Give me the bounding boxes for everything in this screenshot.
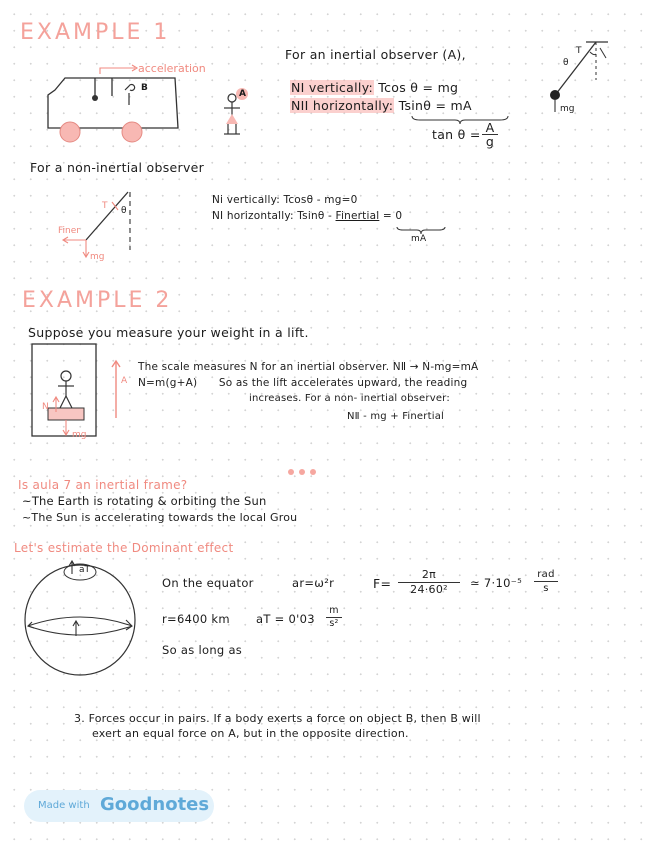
f-num: 2π	[398, 568, 460, 583]
nii-horizontal-eq: Tsinθ = mA	[398, 98, 472, 113]
noninertial-intro: For a non-inertial observer	[30, 160, 205, 175]
f-lhs: F=	[373, 576, 392, 591]
diagram2-mg: mg	[90, 252, 105, 262]
at-unit-num: m	[326, 605, 342, 618]
observer-a-figure	[218, 84, 258, 144]
made-with-label: Made with	[38, 800, 90, 811]
tan-fraction	[482, 121, 498, 148]
lift-n: N	[42, 402, 49, 412]
noninertial-horizontal-suffix: = 0	[382, 210, 403, 222]
globe-at-label: aT	[79, 565, 91, 575]
ar-equation: ar=ω²r	[292, 576, 335, 590]
example2-line1: The scale measures N for an inertial observer. NⅡ → N-mg=mA	[138, 361, 479, 373]
example2-heading: EXAMPLE 2	[22, 288, 173, 313]
noninertial-underbrace	[395, 226, 447, 234]
at-value: aT = 0'03	[256, 612, 315, 626]
so-long-as: So as long as	[162, 643, 243, 657]
estimate-heading: Let's estimate the Dominant effect	[14, 541, 234, 555]
noninertial-horizontal-term: Finertial	[335, 210, 380, 222]
ni-vertical-eq: Tcos θ = mg	[378, 80, 459, 95]
inertial-intro: For an inertial observer (A),	[285, 47, 466, 62]
f-approx: ≃ 7·10⁻⁵	[470, 576, 522, 590]
pendulum-theta: θ	[563, 58, 569, 68]
f-unit-num: rad	[534, 568, 558, 582]
lift-a: A	[121, 376, 128, 386]
example2-line2-text: So as the lift accelerates upward, the reading	[218, 377, 468, 389]
noninertial-horizontal	[212, 210, 402, 222]
tan-num: A	[482, 121, 498, 135]
suppose-text: Suppose you measure your weight in a lift.	[28, 325, 309, 340]
nii-horizontal-label: NII horizontally:	[291, 98, 394, 113]
r-value: r=6400 km	[162, 612, 230, 626]
at-unit	[326, 605, 342, 630]
f-unit	[534, 568, 558, 595]
pendulum-mg: mg	[560, 104, 575, 114]
diagram2-theta: θ	[121, 206, 127, 216]
noninertial-horizontal-prefix: NI horizontally: Tsinθ -	[212, 210, 332, 222]
noninertial-vertical: Ni vertically: Tcosθ - mg=0	[212, 194, 358, 206]
f-den: 24·60²	[410, 583, 448, 596]
example2-line3: increases. For a non- inertial observer:	[249, 393, 450, 404]
inertial-frame-question: Is aula 7 an inertial frame?	[18, 478, 188, 492]
nii-horizontal	[290, 98, 472, 113]
forces-note-line2: exert an equal force on A, but in the opposite direction.	[92, 727, 409, 740]
tan-den: g	[485, 134, 495, 149]
f-fraction	[398, 568, 460, 597]
earth-globe-diagram	[22, 560, 142, 680]
section-divider-dots	[288, 460, 321, 479]
bullet-sun: ~The Sun is accelerating towards the local Grou	[22, 511, 298, 524]
at-unit-den: s²	[329, 618, 339, 629]
lift-mg: mg	[72, 430, 87, 440]
goodnotes-badge[interactable]	[24, 790, 214, 822]
tan-equation	[432, 127, 481, 142]
label-b: B	[141, 83, 148, 93]
diagram2-t: T	[102, 201, 108, 211]
tan-lhs: tan θ =	[432, 127, 481, 142]
ni-vertical	[290, 80, 458, 95]
f-unit-den: s	[543, 583, 549, 594]
equator-text: On the equator	[162, 576, 254, 590]
acceleration-label: acceleration	[138, 62, 206, 75]
example2-line2-eq: N=m(g+A)	[138, 377, 198, 389]
forces-note-line1: 3. Forces occur in pairs. If a body exerts a force on object B, then B will	[74, 712, 481, 725]
example2-line2	[138, 377, 467, 389]
pendulum-t: T	[576, 46, 582, 56]
diagram2-finer: Finer	[58, 226, 80, 236]
bullet-earth: ~The Earth is rotating & orbiting the Sun	[22, 494, 267, 508]
example1-heading: EXAMPLE 1	[20, 20, 171, 45]
ni-vertical-label: NI vertically:	[291, 80, 373, 95]
example2-line4: NⅡ - mg + Finertial	[347, 411, 445, 422]
label-a: A	[239, 89, 246, 99]
noninertial-underbrace-label: mA	[411, 234, 427, 244]
goodnotes-brand: Goodnotes	[100, 794, 210, 815]
